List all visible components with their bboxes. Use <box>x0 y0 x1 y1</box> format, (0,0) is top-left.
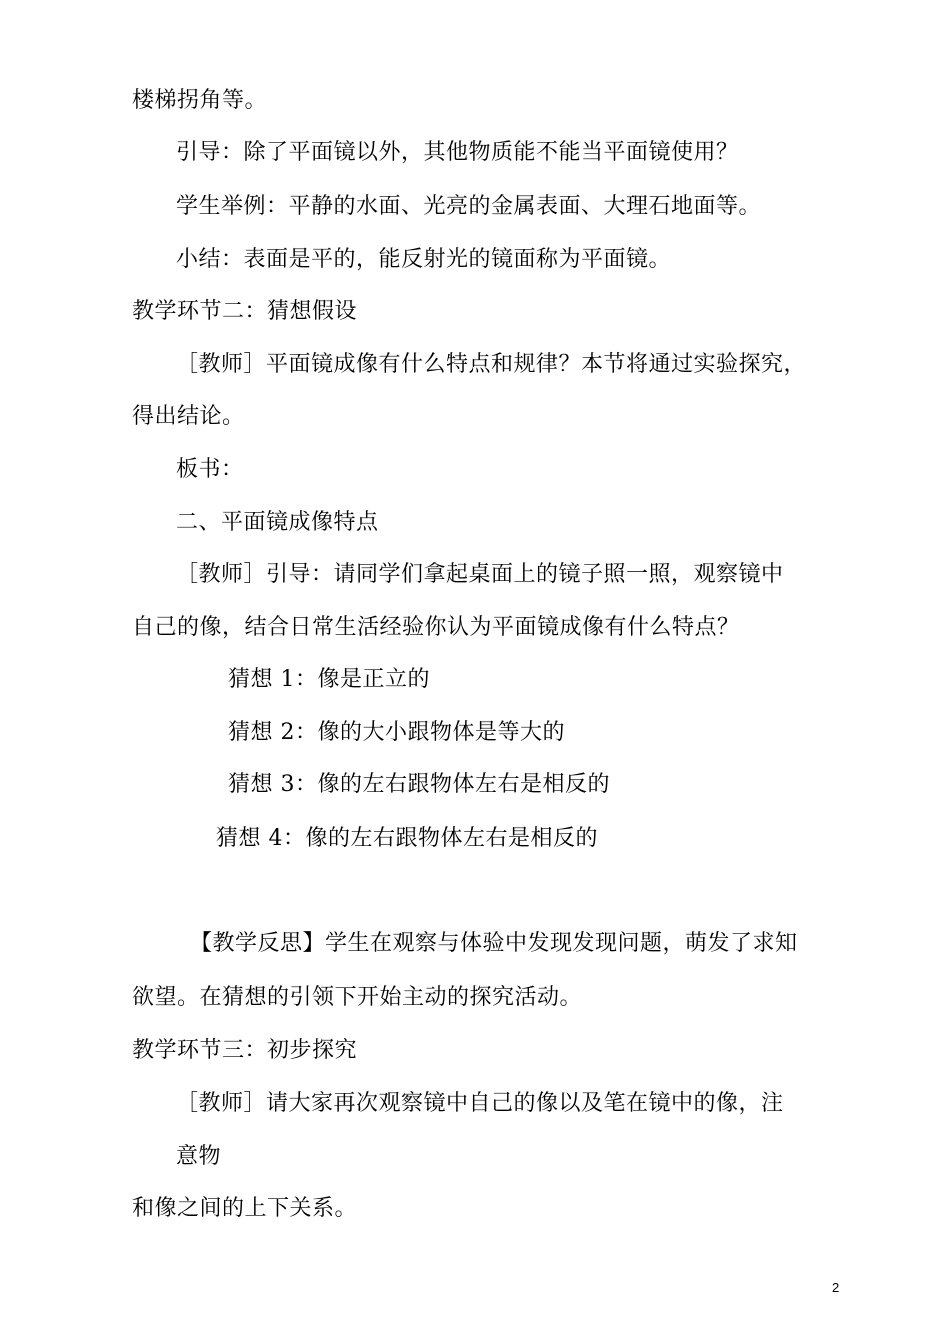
text-line: 【教学反思】学生在观察与体验中发现发现问题，萌发了求知 <box>190 931 798 956</box>
text-line: 小结：表面是平的，能反射光的镜面称为平面镜。 <box>176 247 672 272</box>
list-item: 猜想 1：像是正立的 <box>228 667 430 692</box>
list-item: 猜想 2：像的大小跟物体是等大的 <box>228 720 565 745</box>
list-item: 猜想 4：像的左右跟物体左右是相反的 <box>216 826 598 851</box>
text-line: 意物 <box>176 1144 222 1169</box>
section-heading: 教学环节三：初步探究 <box>132 1038 358 1063</box>
text-line: 学生举例：平静的水面、光亮的金属表面、大理石地面等。 <box>176 194 762 219</box>
text-line: 自己的像，结合日常生活经验你认为平面镜成像有什么特点？ <box>132 615 740 640</box>
text-line: 和像之间的上下关系。 <box>132 1196 358 1221</box>
section-heading: 教学环节二：猜想假设 <box>132 299 358 324</box>
page-number: 2 <box>832 1280 840 1295</box>
text-line: 欲望。在猜想的引领下开始主动的探究活动。 <box>132 985 583 1010</box>
text-line: ［教师］请大家再次观察镜中自己的像以及笔在镜中的像，注 <box>176 1091 784 1116</box>
text-line: ［教师］引导：请同学们拿起桌面上的镜子照一照，观察镜中 <box>176 562 784 587</box>
text-line: 二、平面镜成像特点 <box>176 510 379 535</box>
text-line: 得出结论。 <box>132 404 245 429</box>
text-line: ［教师］平面镜成像有什么特点和规律？本节将通过实验探究， <box>176 352 807 377</box>
text-line: 引导：除了平面镜以外，其他物质能不能当平面镜使用？ <box>176 140 739 165</box>
list-item: 猜想 3：像的左右跟物体左右是相反的 <box>228 772 610 797</box>
text-line: 楼梯拐角等。 <box>132 88 268 113</box>
text-line: 板书： <box>176 457 244 482</box>
